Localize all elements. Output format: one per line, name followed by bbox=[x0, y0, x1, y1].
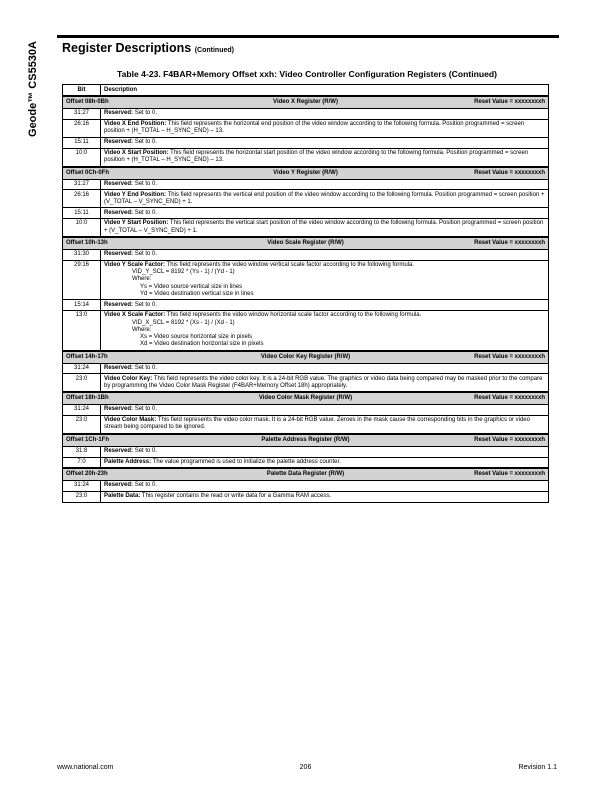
section-title-qualifier: (Continued) bbox=[194, 47, 234, 54]
field-bits: 31:24 bbox=[63, 481, 101, 492]
field-text: This field represents the video color mask. It is a 24-bit RGB value. Zeroes in the mask cause the corresponding bits in the graphics or video stream being compared to be ignored. bbox=[104, 417, 530, 431]
register-reset-value: Reset Value = xxxxxxxxh bbox=[474, 99, 545, 106]
field-text: This register contains the read or write data for a Gamma RAM access. bbox=[141, 493, 331, 500]
field-text: Set to 0. bbox=[134, 482, 158, 489]
register-header-cell bbox=[63, 434, 549, 446]
field-bits: 31:27 bbox=[63, 179, 101, 190]
field-bits: 31:30 bbox=[63, 249, 101, 260]
field-description bbox=[101, 219, 549, 238]
field-row bbox=[63, 457, 549, 468]
section-title bbox=[62, 41, 234, 55]
field-description bbox=[101, 137, 549, 148]
register-header-row bbox=[63, 96, 549, 108]
field-description bbox=[101, 148, 549, 167]
field-text: Set to 0. bbox=[134, 139, 158, 146]
register-header-cell bbox=[63, 96, 549, 108]
table-caption: Table 4-23. F4BAR+Memory Offset xxh: Video Controller Configuration Registers (Continued) bbox=[116, 69, 497, 79]
field-description bbox=[101, 481, 549, 492]
field-bits: 15:11 bbox=[63, 137, 101, 148]
field-definition: Yd = Video destination vertical size in lines bbox=[140, 290, 254, 297]
register-offset: Offset 18h-1Bh bbox=[66, 395, 109, 402]
field-row bbox=[63, 109, 549, 120]
register-reset-value: Reset Value = xxxxxxxxh bbox=[474, 169, 545, 176]
register-header-cell bbox=[63, 167, 549, 179]
register-offset: Offset 20h-23h bbox=[66, 471, 108, 478]
field-name: Palette Address: bbox=[104, 458, 152, 465]
field-description bbox=[101, 415, 549, 434]
field-row bbox=[63, 405, 549, 416]
field-text: This field represents the vertical end position of the video window according to the following formula. Position programmed = screen position + (V_TOTAL – V_SYNC_END) + 1. bbox=[104, 191, 545, 205]
header-rule bbox=[57, 35, 559, 38]
field-text: This field represents the horizontal start position of the video window according to the following formula. Position programmed = screen position + (H_TOTAL – H_SYNC_END) – 13. bbox=[104, 150, 529, 164]
field-name: Reserved: bbox=[104, 180, 134, 187]
register-name: Video Y Register (R/W) bbox=[273, 169, 338, 176]
register-table bbox=[62, 84, 549, 503]
field-name: Video X End Position: bbox=[104, 121, 167, 128]
field-name: Video X Scale Factor: bbox=[104, 312, 166, 319]
register-header-cell bbox=[63, 392, 549, 404]
register-offset: Offset 14h-17h bbox=[66, 353, 108, 360]
register-reset-value: Reset Value = xxxxxxxxh bbox=[474, 353, 545, 360]
field-text: This field represents the video window vertical scale factor according to the following formula. bbox=[166, 262, 415, 269]
field-description bbox=[101, 446, 549, 457]
footer-url: www.national.com bbox=[57, 764, 114, 771]
field-bits: 31:24 bbox=[63, 405, 101, 416]
field-text: Set to 0. bbox=[134, 180, 158, 187]
field-bits: 23:0 bbox=[63, 491, 101, 502]
field-definition: Ys = Video source vertical size in lines bbox=[140, 283, 243, 290]
register-header bbox=[66, 170, 545, 177]
field-bits: 29:16 bbox=[63, 260, 101, 300]
register-offset: Offset 10h-13h bbox=[66, 239, 108, 246]
field-description bbox=[101, 190, 549, 208]
field-row bbox=[63, 311, 549, 351]
field-row bbox=[63, 137, 549, 148]
field-definition: Xs = Video source horizontal size in pixels bbox=[140, 334, 253, 341]
footer-revision: Revision 1.1 bbox=[518, 764, 557, 771]
field-name: Reserved: bbox=[104, 251, 134, 258]
field-text: Set to 0. bbox=[134, 406, 158, 413]
register-reset-value: Reset Value = xxxxxxxxh bbox=[474, 436, 545, 443]
field-bits: 10:0 bbox=[63, 219, 101, 238]
field-description bbox=[101, 457, 549, 468]
column-header-description: Description bbox=[101, 85, 549, 97]
field-row bbox=[63, 119, 549, 137]
field-name: Video Color Key: bbox=[104, 375, 153, 382]
field-description bbox=[101, 374, 549, 393]
field-text: Set to 0. bbox=[134, 364, 158, 371]
field-text: The value programmed is used to initialize the palette address counter. bbox=[152, 458, 341, 465]
footer-page-number: 206 bbox=[299, 764, 312, 771]
register-header-row bbox=[63, 434, 549, 446]
field-definition: Xd = Video destination horizontal size in pixels bbox=[140, 341, 264, 348]
field-description bbox=[101, 249, 549, 260]
register-reset-value: Reset Value = xxxxxxxxh bbox=[474, 239, 545, 246]
field-name: Video Y Start Position: bbox=[104, 220, 169, 227]
field-formula: VID_Y_SCL = 8192 * (Ys - 1) / (Yd - 1) bbox=[132, 269, 235, 276]
field-bits: 23:0 bbox=[63, 374, 101, 393]
register-header-cell bbox=[63, 237, 549, 249]
register-name: Video Scale Register (R/W) bbox=[267, 239, 344, 246]
field-text: This field represents the vertical start position of the video window according to the following formula. Position programmed = screen position + (V_TOTAL – V_SYNC_END) + 1. bbox=[104, 220, 544, 234]
field-description bbox=[101, 363, 549, 374]
register-header-row bbox=[63, 351, 549, 363]
field-bits: 26:16 bbox=[63, 119, 101, 137]
field-row bbox=[63, 208, 549, 219]
register-header-row bbox=[63, 237, 549, 249]
field-row bbox=[63, 415, 549, 434]
field-row bbox=[63, 446, 549, 457]
register-name: Video Color Mask Register (R/W) bbox=[258, 395, 353, 402]
field-name: Reserved: bbox=[104, 448, 134, 455]
field-row bbox=[63, 363, 549, 374]
register-header-row bbox=[63, 392, 549, 404]
field-bits: 31:24 bbox=[63, 363, 101, 374]
field-name: Palette Data: bbox=[104, 493, 141, 500]
field-bits: 31:27 bbox=[63, 109, 101, 120]
field-name: Video Color Mask: bbox=[104, 417, 157, 424]
register-name: Palette Data Register (R/W) bbox=[266, 471, 345, 478]
register-header bbox=[66, 354, 545, 361]
field-text: Set to 0. bbox=[134, 301, 158, 308]
register-reset-value: Reset Value = xxxxxxxxh bbox=[474, 471, 545, 478]
field-description bbox=[101, 179, 549, 190]
field-description bbox=[101, 311, 549, 351]
field-row bbox=[63, 179, 549, 190]
field-row bbox=[63, 481, 549, 492]
field-formula: VID_X_SCL = 8192 * (Xs - 1) / (Xd - 1) bbox=[132, 319, 235, 326]
register-name: Palette Address Register (R/W) bbox=[261, 436, 350, 443]
register-offset: Offset 1Ch-1Fh bbox=[66, 436, 110, 443]
field-text: Set to 0. bbox=[134, 251, 158, 258]
register-header-row bbox=[63, 167, 549, 179]
field-name: Reserved: bbox=[104, 406, 134, 413]
field-name: Reserved: bbox=[104, 110, 134, 117]
register-offset: Offset 08h-0Bh bbox=[66, 99, 109, 106]
field-bits: 15:14 bbox=[63, 300, 101, 311]
field-where: Where: bbox=[132, 276, 152, 283]
field-row bbox=[63, 219, 549, 238]
field-name: Reserved: bbox=[104, 209, 134, 216]
field-name: Reserved: bbox=[104, 482, 134, 489]
field-bits: 13:0 bbox=[63, 311, 101, 351]
field-bits: 26:16 bbox=[63, 190, 101, 208]
register-header bbox=[66, 240, 545, 247]
field-text: This field represents the horizontal end position of the video window according to the following formula. Position programmed = screen position + (H_TOTAL – H_SYNC_END) – 13. bbox=[104, 121, 525, 135]
register-header-row bbox=[63, 468, 549, 480]
field-row bbox=[63, 190, 549, 208]
section-title-text: Register Descriptions bbox=[62, 41, 192, 55]
field-description bbox=[101, 491, 549, 502]
field-text: Set to 0. bbox=[134, 209, 158, 216]
field-where: Where: bbox=[132, 326, 152, 333]
field-row bbox=[63, 249, 549, 260]
field-name: Video X Start Position: bbox=[104, 150, 169, 157]
field-description bbox=[101, 260, 549, 300]
field-row bbox=[63, 148, 549, 167]
product-name: Geode™ CS5530A bbox=[27, 41, 40, 137]
field-row bbox=[63, 300, 549, 311]
register-offset: Offset 0Ch-0Fh bbox=[66, 169, 110, 176]
register-header-cell bbox=[63, 351, 549, 363]
field-name: Reserved: bbox=[104, 139, 134, 146]
field-description bbox=[101, 405, 549, 416]
register-header bbox=[66, 437, 545, 444]
field-text: This field represents the video color key. It is a 24-bit RGB value. The graphics or video data being compared may be masked prior to the compare by programming the Video Color Mask Register (F4BAR+Memory Offset 18h) appropriately. bbox=[104, 375, 543, 389]
field-row bbox=[63, 374, 549, 393]
field-description bbox=[101, 119, 549, 137]
field-row bbox=[63, 260, 549, 300]
register-reset-value: Reset Value = xxxxxxxxh bbox=[474, 395, 545, 402]
field-description bbox=[101, 300, 549, 311]
field-bits: 10:0 bbox=[63, 148, 101, 167]
field-bits: 31:8 bbox=[63, 446, 101, 457]
field-text: Set to 0. bbox=[134, 110, 158, 117]
field-text: This field represents the video window horizontal scale factor according to the following formula. bbox=[166, 312, 422, 319]
field-name: Video Y End Position: bbox=[104, 191, 167, 198]
field-description bbox=[101, 109, 549, 120]
field-description bbox=[101, 208, 549, 219]
field-bits: 15:11 bbox=[63, 208, 101, 219]
register-header-cell bbox=[63, 468, 549, 480]
field-row bbox=[63, 491, 549, 502]
column-header-row bbox=[63, 85, 549, 97]
field-name: Video Y Scale Factor: bbox=[104, 262, 166, 269]
register-header bbox=[66, 395, 545, 402]
register-header bbox=[66, 99, 545, 106]
side-title bbox=[24, 34, 42, 144]
field-name: Reserved: bbox=[104, 364, 134, 371]
field-bits: 23:0 bbox=[63, 415, 101, 434]
column-header-bit: Bit bbox=[63, 85, 101, 97]
register-header bbox=[66, 471, 545, 478]
field-text: Set to 0. bbox=[134, 448, 158, 455]
register-name: Video Color Key Register (R/W) bbox=[260, 353, 351, 360]
field-bits: 7:0 bbox=[63, 457, 101, 468]
field-name: Reserved: bbox=[104, 301, 134, 308]
register-name: Video X Register (R/W) bbox=[273, 99, 338, 106]
